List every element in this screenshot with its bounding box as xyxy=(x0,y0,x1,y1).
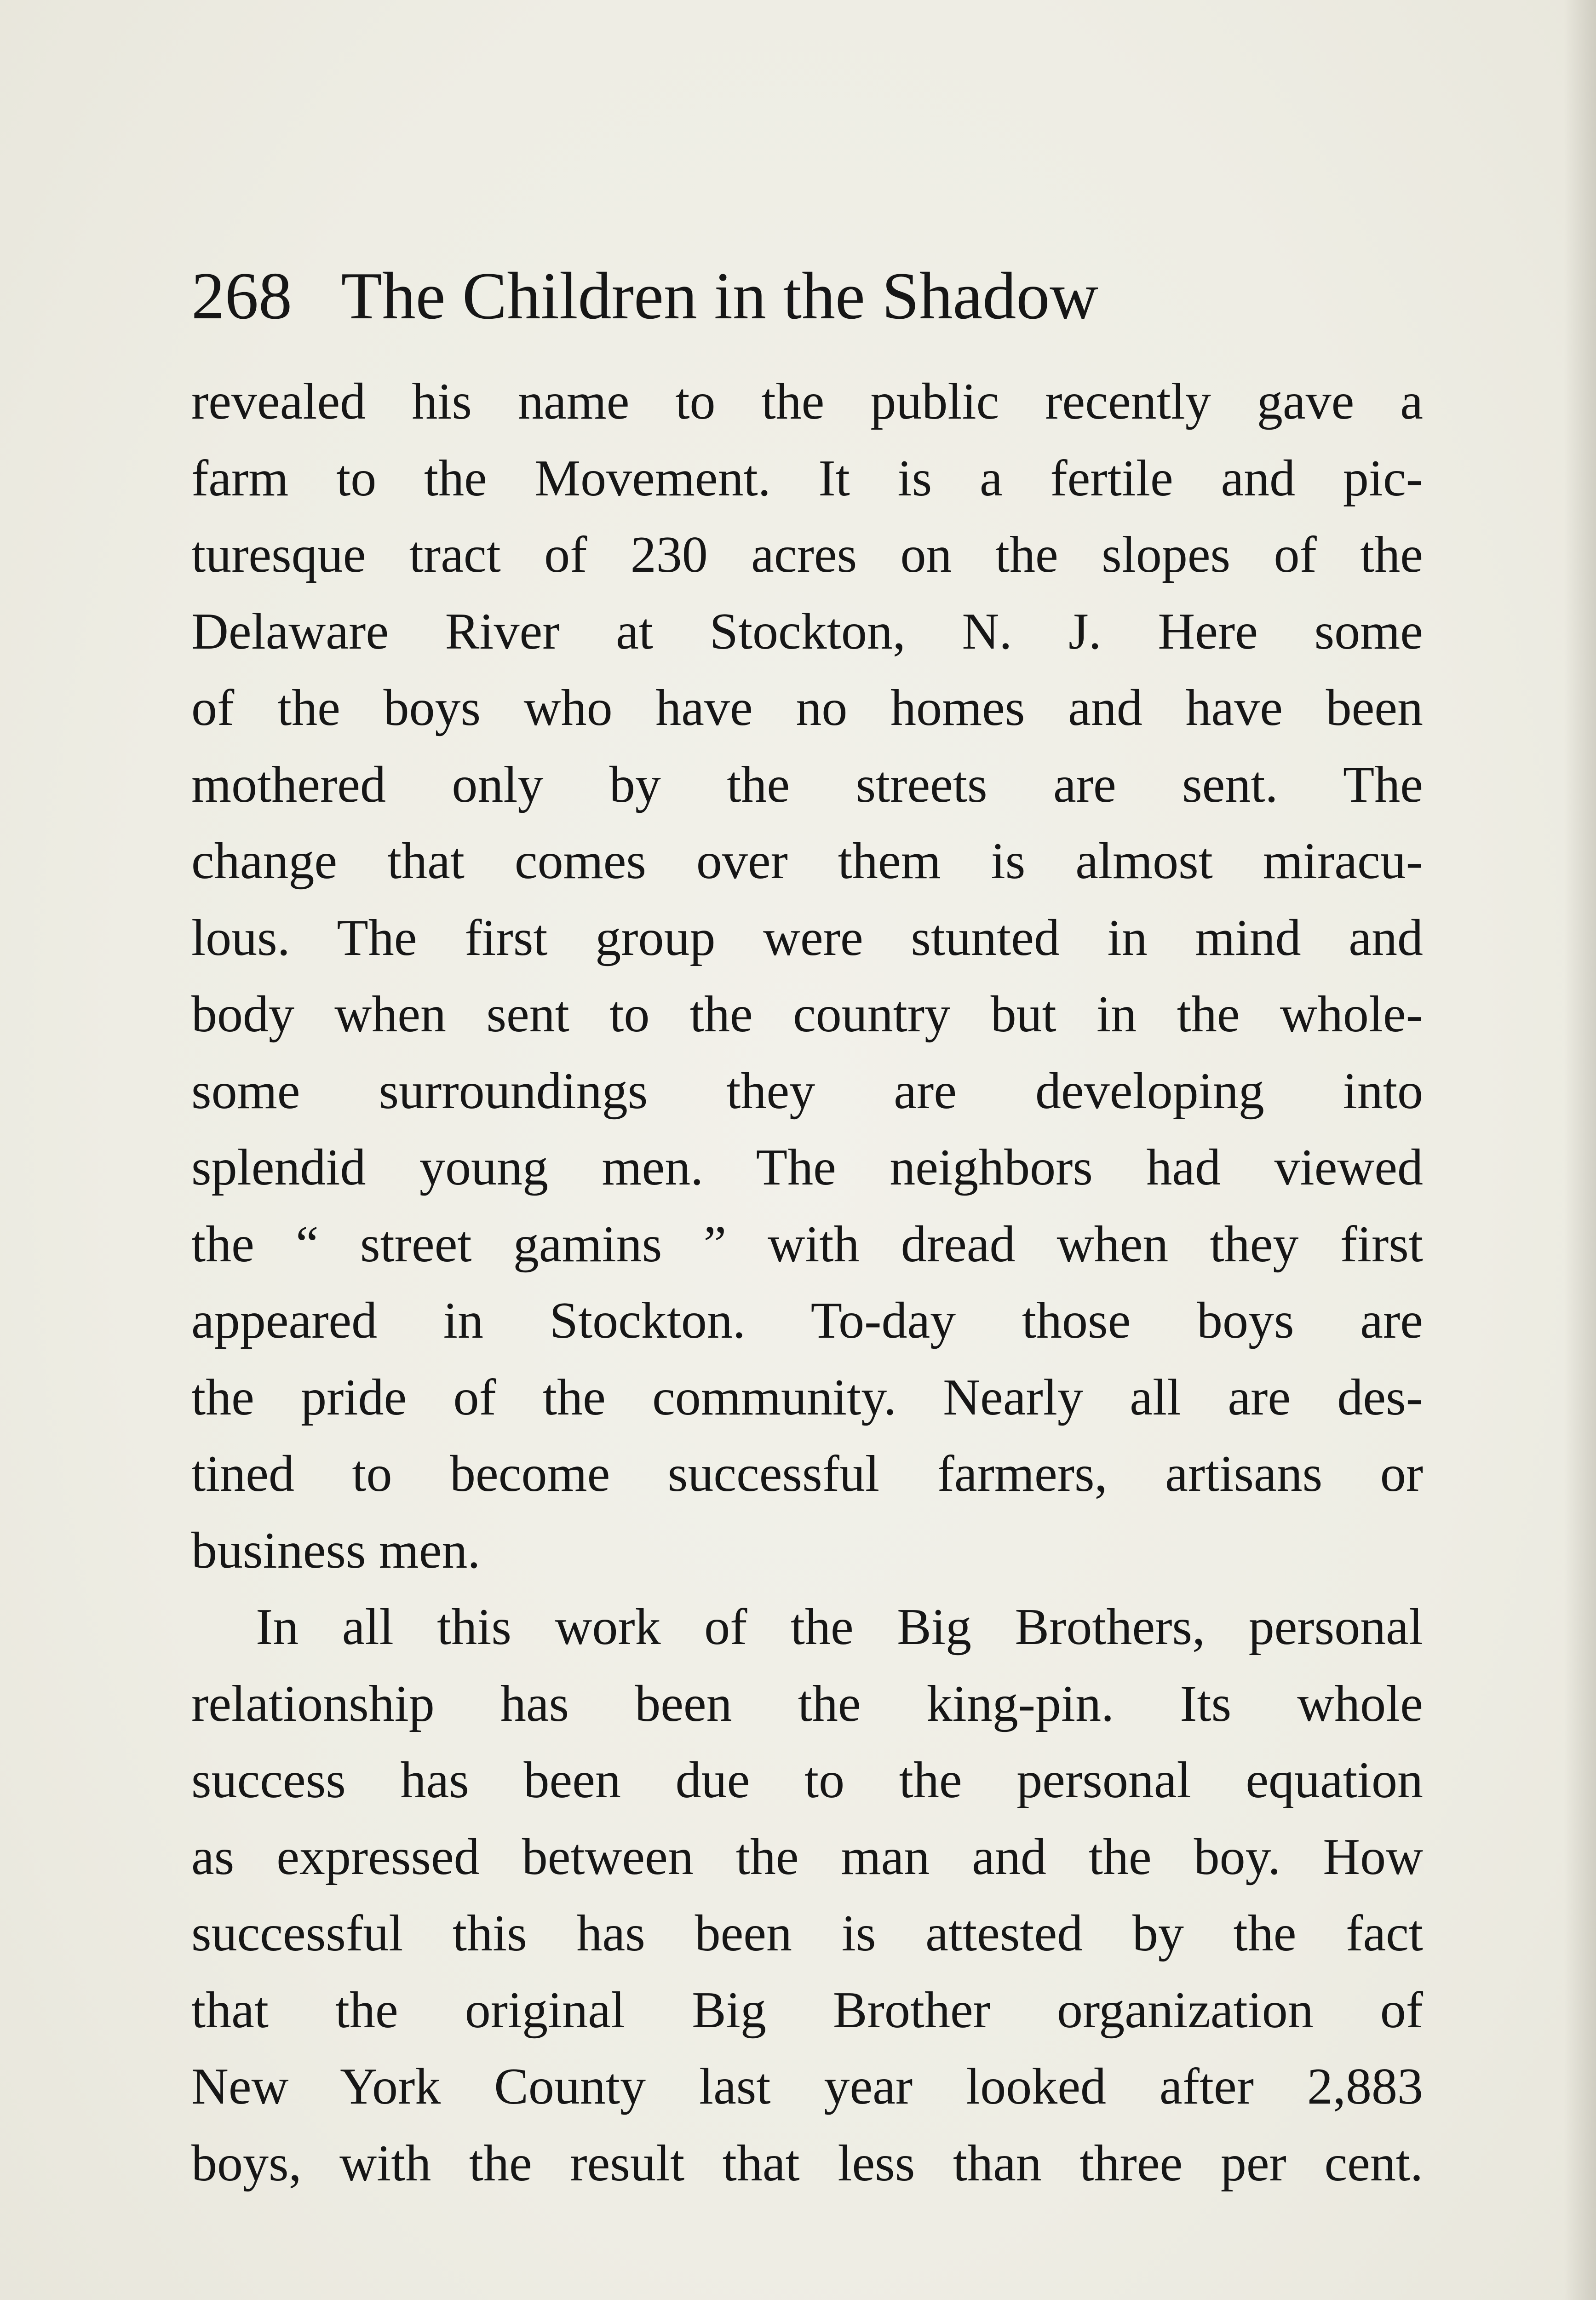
text-line: business men. xyxy=(191,1522,481,1579)
text-line: splendid young men. The neighbors had viewed xyxy=(191,1139,1423,1196)
text-line: appeared in Stockton. To-day those boys are xyxy=(191,1292,1423,1349)
text-line: relationship has been the king-pin. Its whole xyxy=(191,1675,1423,1732)
text-line: Delaware River at Stockton, N. J. Here some xyxy=(191,603,1423,660)
text-line: In all this work of the Big Brothers, personal xyxy=(256,1598,1423,1656)
text-line: body when sent to the country but in the whole- xyxy=(191,986,1423,1043)
text-line: turesque tract of 230 acres on the slopes of the xyxy=(191,526,1423,583)
text-line: that the original Big Brother organization of xyxy=(191,1981,1423,2039)
text-line: successful this has been is attested by the fact xyxy=(191,1905,1423,1962)
running-header xyxy=(191,252,1433,339)
text-line: farm to the Movement. It is a fertile and pic- xyxy=(191,449,1423,507)
page-number: 268 xyxy=(191,259,292,333)
text-line: New York County last year looked after 2,883 xyxy=(191,2058,1423,2115)
text-line: revealed his name to the public recently gave a xyxy=(191,373,1423,430)
text-line: mothered only by the streets are sent. The xyxy=(191,756,1423,813)
text-line: success has been due to the personal equation xyxy=(191,1752,1423,1809)
paragraph-1 xyxy=(191,363,1423,1589)
text-line: boys, with the result that less than three per cent. xyxy=(191,2134,1423,2192)
text-line: some surroundings they are developing into xyxy=(191,1062,1423,1120)
text-line: change that comes over them is almost miracu- xyxy=(191,833,1423,890)
paragraph-2 xyxy=(191,1589,1423,2202)
running-title: The Children in the Shadow xyxy=(341,259,1098,333)
text-line: the pride of the community. Nearly all are des- xyxy=(191,1368,1423,1426)
text-line: as expressed between the man and the boy. How xyxy=(191,1828,1423,1886)
body-text xyxy=(191,363,1423,2202)
page-edge-shadow xyxy=(1564,0,1596,2300)
text-line: of the boys who have no homes and have been xyxy=(191,679,1423,736)
text-line: lous. The first group were stunted in mind and xyxy=(191,909,1423,966)
text-line: the “ street gamins ” with dread when they first xyxy=(191,1215,1423,1273)
text-line: tined to become successful farmers, artisans or xyxy=(191,1445,1423,1502)
